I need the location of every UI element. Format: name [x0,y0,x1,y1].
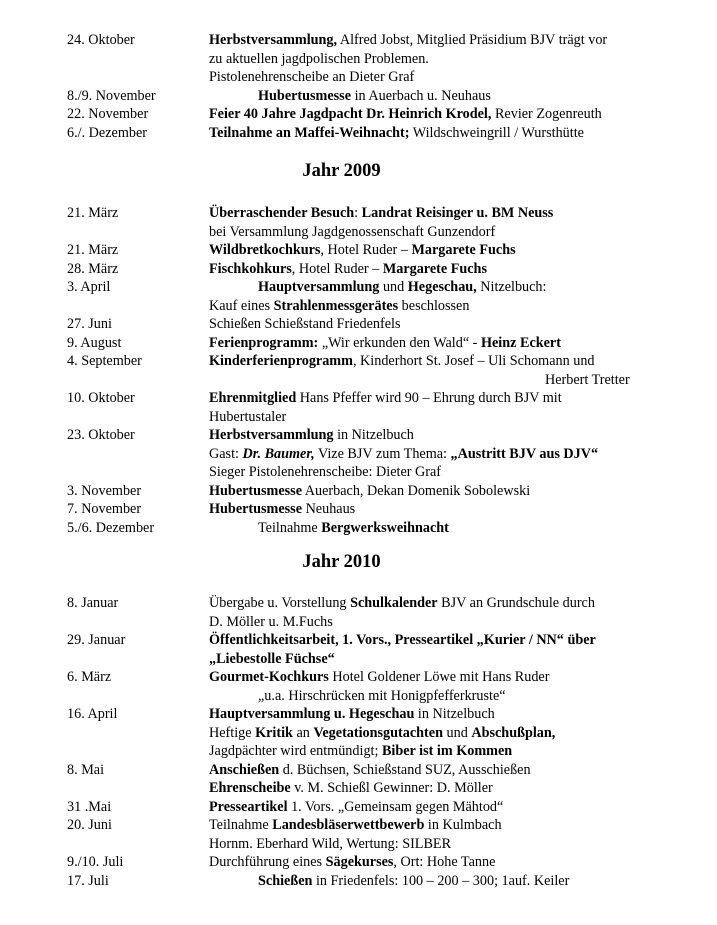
entry-text [258,278,546,296]
entry-text-run: Revier Zogenreuth [491,106,602,122]
entry-text-bold: Schießen [258,873,313,889]
entry-date: 23. Oktober [67,427,135,443]
entry-text-run: Hornm. Eberhard Wild, Wertung: SILBER [209,836,452,852]
entry-text-run: und [442,725,472,741]
entry-text [209,705,495,723]
entry-row [0,50,717,68]
entry-text [209,315,400,333]
entry-text-bold: Ferienprogramm: [209,335,319,351]
entry-text-bold: Margarete Fuchs [411,242,516,258]
entry-row [0,482,717,500]
entry-text-run: in Auerbach u. Neuhaus [351,88,491,104]
entry-text-bold: Strahlenmessgerätes [273,298,399,314]
entry-date: 27. Juni [67,316,112,332]
entry-row [0,334,717,352]
entry-text [209,426,414,444]
entry-text-run: Teilnahme [209,817,273,833]
entry-text-run: : [354,205,362,221]
entry-text-run: Vize BJV zum Thema: [314,446,451,462]
entry-text [209,613,333,631]
entry-text-run: Hotel Goldener Löwe mit Hans Ruder [328,669,550,685]
entry-row [0,105,717,123]
entry-text [209,853,495,871]
entry-text [209,724,555,742]
entry-text-run: Hubertustaler [209,409,287,425]
entry-date: 8. Mai [67,762,105,778]
entry-text-run: Alfred Jobst, Mitglied Präsidium BJV trägt vor [337,32,608,48]
entry-row [0,87,717,105]
entry-text-bold: Vegetationsgutachten [313,725,443,741]
entry-row [0,223,717,241]
entry-text [209,835,451,853]
entry-row [0,445,717,463]
entry-text-bold: „Austritt BJV aus DJV“ [450,446,599,462]
entry-text-run: in Friedenfels: 100 – 200 – 300; 1auf. Keiler [312,873,570,889]
entry-text-run: Heftige [209,725,256,741]
entry-text [209,482,530,500]
entry-row [0,872,717,890]
entry-date: 24. Oktober [67,32,135,48]
entry-date: 6. März [67,669,112,685]
entry-text-run: Wildschweingrill / Wursthütte [409,125,584,141]
entry-row [0,761,717,779]
entry-text-bold: Hubertusmesse [209,483,303,499]
entry-date: 7. November [67,501,142,517]
entry-text-bold: Hubertusmesse [209,501,303,517]
entry-text-bold: Hegeschau, [407,279,477,295]
entry-text-run: Neuhaus [302,501,356,517]
entry-text-bold: Dr. Baumer, [242,446,315,462]
entry-text [209,500,355,518]
entry-date: 6./. Dezember [67,125,147,141]
entry-text-run: , Kinderhort St. Josef – Uli Schomann und [352,353,595,369]
entry-text [209,798,503,816]
entry-row [0,798,717,816]
entry-text-run: zu aktuellen jagdpolischen Problemen. [209,51,429,67]
entry-text-run: , Hotel Ruder – [320,242,412,258]
entry-row [0,241,717,259]
entry-row [0,31,717,49]
entry-text-bold: Wildbretkochkurs [209,242,321,258]
section-heading [0,551,717,573]
entry-text [209,105,602,123]
entry-text [209,408,286,426]
entry-text-bold: Landrat Reisinger u. BM Neuss [361,205,554,221]
entry-text-bold: Kinderferienprogramm [209,353,353,369]
entry-row [0,519,717,537]
entry-text [209,445,598,463]
entry-date: 28. März [67,261,119,277]
entry-text-run: an [292,725,314,741]
section-heading-text: Jahr 2010 [302,552,381,572]
entry-text-run: Übergabe u. Vorstellung [209,595,351,611]
entry-row [0,500,717,518]
entry-text [209,742,512,760]
entry-text-bold: Überraschender Besuch [209,205,355,221]
entry-row [0,705,717,723]
entry-text-run: Teilnahme [258,520,322,536]
entry-text-bold: Biber ist im Kommen [381,743,513,759]
entry-text [209,334,561,352]
entry-text-run: , Ort: Hohe Tanne [393,854,496,870]
entry-text [209,297,469,315]
entry-date: 3. April [67,279,111,295]
entry-text-run: d. Büchsen, Schießstand SUZ, Ausschießen [279,762,531,778]
entry-text-run: Gast: [209,446,243,462]
entry-text-run: in Nitzelbuch [414,706,495,722]
entry-text-run: in Nitzelbuch [333,427,414,443]
entry-row [0,389,717,407]
entry-row [0,779,717,797]
entry-row [0,315,717,333]
entry-row [0,724,717,742]
entry-text [209,260,487,278]
entry-text [209,241,516,259]
entry-row [0,613,717,631]
entry-text-run: 1. Vors. „Gemeinsam gegen Mähtod“ [287,799,504,815]
entry-text-bold: Heinz Eckert [480,335,561,351]
entry-row [0,835,717,853]
entry-row [0,687,717,705]
entry-row [0,278,717,296]
entry-text [209,668,549,686]
entry-row [0,631,717,649]
entry-text [209,50,429,68]
entry-text-run: Pistolenehrenscheibe an Dieter Graf [209,69,415,85]
entry-text [209,223,495,241]
entry-row [0,668,717,686]
entry-text-run: in Kulmbach [424,817,502,833]
entry-text-bold: Anschießen [209,762,280,778]
entry-text-bold: Ehrenscheibe [209,780,291,796]
entry-text-bold: Fischkohkurs [209,261,292,277]
entry-text-run: Kauf eines [209,298,274,314]
entry-text-run: Hans Pfeffer wird 90 – Ehrung durch BJV mit [296,390,562,406]
entry-text-bold: Kritik [255,725,293,741]
section-heading [0,160,717,182]
entry-text-run: D. Möller u. M.Fuchs [209,614,333,630]
entry-date: 10. Oktober [67,390,135,406]
entry-row [0,463,717,481]
entry-date: 20. Juni [67,817,112,833]
entry-text-bold: Öffentlichkeitsarbeit, 1. Vors., Presseartikel „Kurier / NN“ über [209,632,596,648]
entry-text-bold: Sägekurses [325,854,394,870]
entry-text-bold: Margarete Fuchs [382,261,487,277]
entry-text [209,389,562,407]
entry-text [258,872,569,890]
entry-text-bold: Herbstversammlung [209,427,334,443]
entry-text [209,204,553,222]
entry-date: 3. November [67,483,142,499]
entry-text [209,31,607,49]
entry-row [0,204,717,222]
entry-text-bold: Presseartikel [209,799,288,815]
entry-text-bold: Feier 40 Jahre Jagdpacht Dr. Heinrich Krodel, [209,106,492,122]
entry-text-bold: Abschußplan, [471,725,556,741]
entry-text [209,761,531,779]
entry-row [0,260,717,278]
entry-text [209,631,596,649]
section-heading-text: Jahr 2009 [302,161,381,181]
entry-row [0,594,717,612]
entry-date: 8. Januar [67,595,119,611]
entry-text [209,124,584,142]
entry-text-bold: Bergwerksweihnacht [321,520,449,536]
entry-text [258,519,449,537]
entry-text-run: Auerbach, Dekan Domenik Sobolewski [302,483,531,499]
entry-text-bold: Landesbläserwettbewerb [272,817,425,833]
entry-row [0,297,717,315]
entry-text-bold: Herbstversammlung, [209,32,338,48]
entry-text-bold: Gourmet-Kochkurs [209,669,329,685]
entry-row [0,742,717,760]
entry-text-run: Nitzelbuch: [476,279,547,295]
entry-text [209,816,502,834]
entry-row [0,68,717,86]
entry-text-run: v. M. Schießl Gewinner: D. Möller [290,780,493,796]
entry-row [0,426,717,444]
entry-text-run: und [379,279,408,295]
entry-text [258,687,506,705]
entry-text [209,650,335,668]
entry-text-run: Sieger Pistolenehrenscheibe: Dieter Graf [209,464,442,480]
entry-text [209,352,595,370]
entry-row [0,650,717,668]
entry-text-run: Durchführung eines [209,854,326,870]
entry-row [0,816,717,834]
entry-text-run: , Hotel Ruder – [291,261,383,277]
entry-text-run: Herbert Tretter [545,372,630,388]
entry-text-run: „u.a. Hirschrücken mit Honigpfefferkruste“ [258,688,506,704]
entry-date: 31 .Mai [67,799,112,815]
entry-date: 4. September [67,353,142,369]
entry-text-bold: Ehrenmitglied [209,390,297,406]
entry-date: 22. November [67,106,149,122]
entry-date: 21. März [67,242,119,258]
entry-text-run: Schießen Schießstand Friedenfels [209,316,401,332]
entry-text-bold: Schulkalender [350,595,438,611]
entry-text-run: bei Versammlung Jagdgenossenschaft Gunzendorf [209,224,496,240]
entry-text [258,87,491,105]
entry-date: 8./9. November [67,88,156,104]
entry-date: 16. April [67,706,118,722]
entry-text-bold: Teilnahme an Maffei-Weihnacht; [209,125,410,141]
entry-date: 9. August [67,335,122,351]
entry-text [209,463,441,481]
entry-row [0,408,717,426]
entry-text [209,68,414,86]
entry-text-bold: Hubertusmesse [258,88,352,104]
entry-date: 9./10. Juli [67,854,124,870]
entry-row [0,124,717,142]
entry-date: 5./6. Dezember [67,520,155,536]
entry-text [209,779,493,797]
entry-text-bold: Hauptversammlung [258,279,380,295]
entry-text-run: Jagdpächter wird entmündigt; [209,743,382,759]
entry-text-run: beschlossen [398,298,470,314]
entry-date: 29. Januar [67,632,126,648]
entry-text-run: BJV an Grundschule durch [437,595,595,611]
entry-date: 17. Juli [67,873,109,889]
entry-text-run: „Wir erkunden den Wald“ - [318,335,481,351]
entry-text-bold: Hauptversammlung u. Hegeschau [209,706,415,722]
entry-text [209,594,595,612]
entry-text [545,371,630,389]
entry-row [0,352,717,370]
entry-row [0,371,717,389]
entry-text-bold: „Liebestolle Füchse“ [209,651,335,667]
entry-date: 21. März [67,205,119,221]
entry-row [0,853,717,871]
